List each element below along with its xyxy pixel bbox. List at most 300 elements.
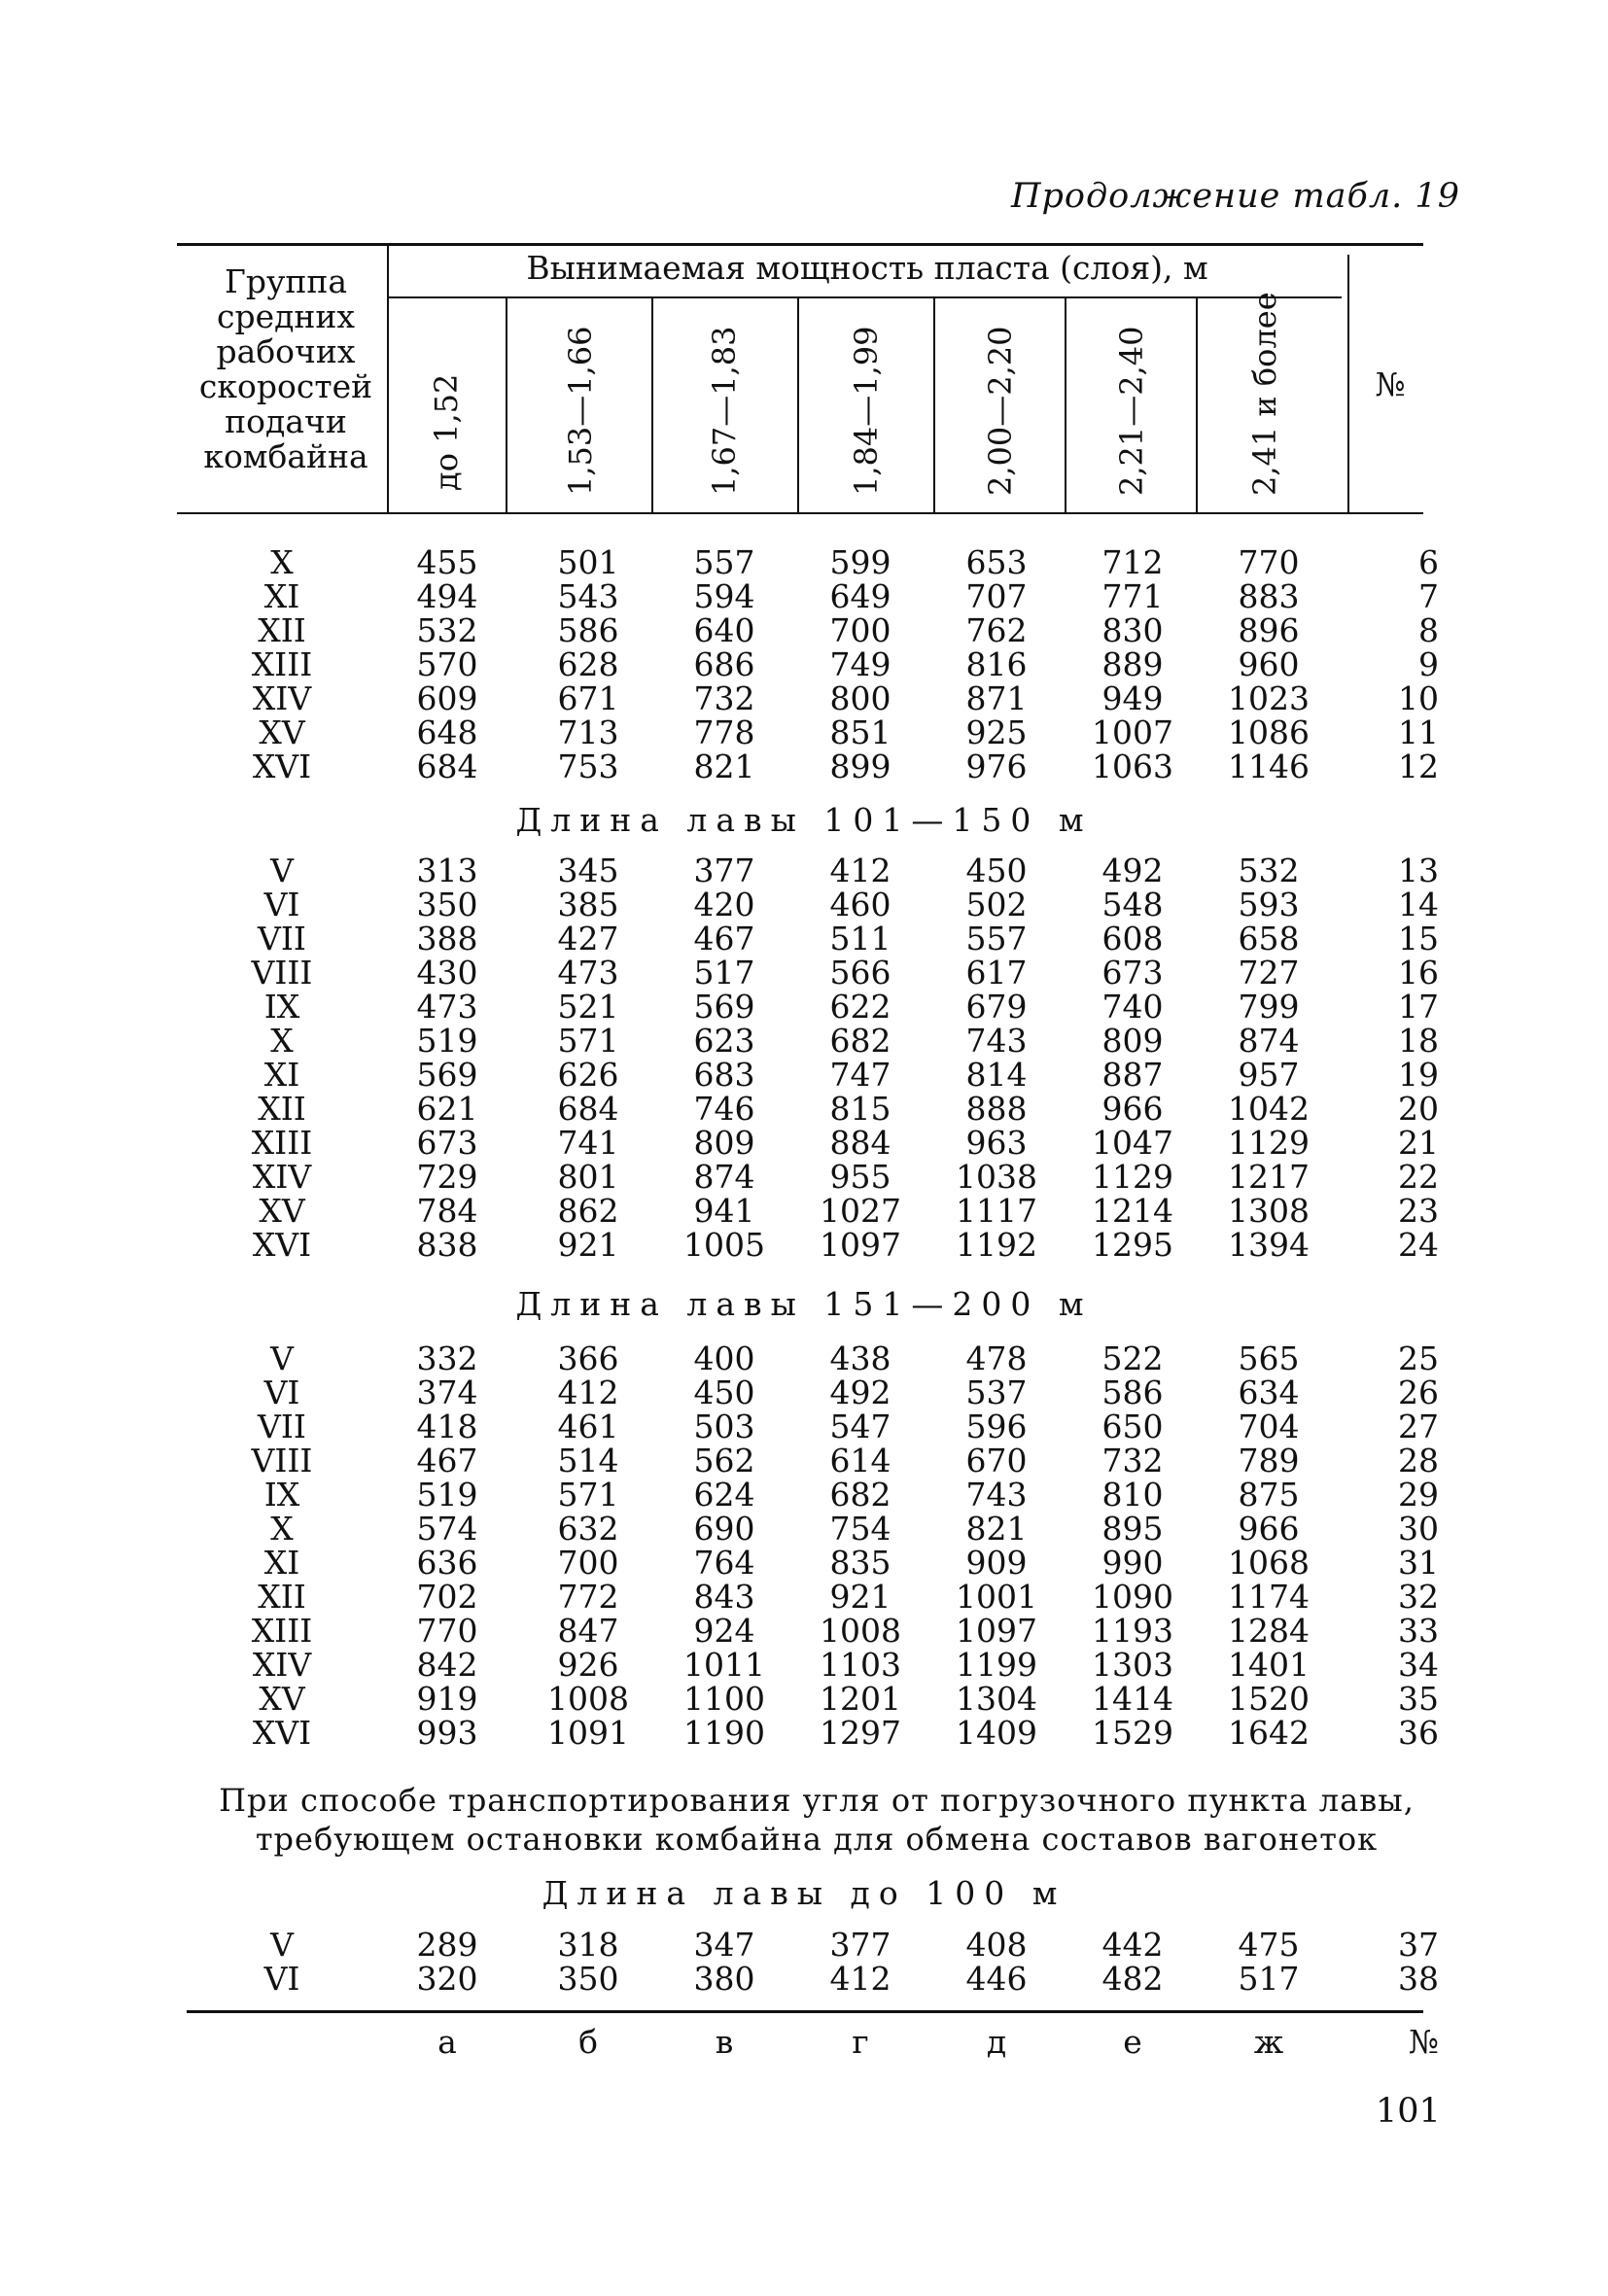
value-cell: 658 — [1238, 920, 1300, 957]
value-cell: 1295 — [1092, 1226, 1173, 1264]
value-cell: 682 — [829, 1476, 891, 1513]
table-row — [0, 1194, 1608, 1229]
value-cell: 851 — [829, 713, 891, 751]
column-letter: а — [437, 2023, 457, 2061]
table-row — [0, 990, 1608, 1025]
value-cell: 438 — [829, 1339, 891, 1377]
group-cell: IX — [263, 988, 300, 1026]
value-cell: 835 — [829, 1544, 891, 1582]
value-cell: 862 — [557, 1192, 619, 1230]
value-cell: 1146 — [1228, 748, 1310, 785]
table-row — [0, 853, 1608, 888]
value-cell: 514 — [557, 1442, 619, 1479]
table-row — [0, 1478, 1608, 1513]
group-cell: XII — [258, 1578, 306, 1616]
table-row — [0, 1648, 1608, 1683]
table-row — [0, 647, 1608, 682]
value-cell: 821 — [965, 1510, 1028, 1548]
value-cell: 921 — [557, 1226, 619, 1264]
value-cell: 1520 — [1228, 1680, 1310, 1718]
value-cell: 713 — [557, 713, 619, 751]
row-number: 13 — [1398, 852, 1439, 889]
value-cell: 743 — [965, 1022, 1028, 1060]
value-cell: 754 — [829, 1510, 891, 1548]
table-row — [0, 1614, 1608, 1649]
group-cell: XIII — [251, 1612, 313, 1650]
value-cell: 682 — [829, 1022, 891, 1060]
value-cell: 586 — [557, 611, 619, 649]
row-number: 23 — [1398, 1192, 1439, 1230]
value-cell: 412 — [829, 852, 891, 889]
value-cell: 743 — [965, 1476, 1028, 1513]
table-row — [0, 1682, 1608, 1717]
value-cell: 673 — [416, 1124, 478, 1162]
value-cell: 707 — [965, 577, 1028, 615]
col-divider — [506, 298, 507, 512]
value-cell: 650 — [1101, 1408, 1164, 1445]
value-cell: 377 — [829, 1926, 891, 1964]
value-cell: 289 — [416, 1926, 478, 1964]
value-cell: 919 — [416, 1680, 478, 1718]
value-cell: 653 — [965, 543, 1028, 581]
value-cell: 809 — [693, 1124, 755, 1162]
value-cell: 926 — [557, 1646, 619, 1684]
value-cell: 617 — [965, 954, 1028, 991]
value-cell: 809 — [1101, 1022, 1164, 1060]
table-row — [0, 922, 1608, 957]
row-number: 6 — [1418, 543, 1439, 581]
table-row — [0, 749, 1608, 784]
value-cell: 418 — [416, 1408, 478, 1445]
value-cell: 482 — [1101, 1960, 1164, 1998]
value-cell: 842 — [416, 1646, 478, 1684]
transport-note-line: требующем остановки комбайна для обмена составов вагонеток — [255, 1821, 1379, 1858]
column-letter: б — [578, 2023, 598, 2061]
table-row — [0, 1962, 1608, 1997]
group-cell: VII — [258, 1408, 306, 1445]
value-cell: 729 — [416, 1158, 478, 1196]
group-cell: XI — [263, 577, 300, 615]
value-cell: 921 — [829, 1578, 891, 1616]
value-cell: 925 — [965, 713, 1028, 751]
value-cell: 574 — [416, 1510, 478, 1548]
section-title: Длина лавы 101—150 м — [515, 801, 1093, 839]
value-cell: 318 — [557, 1926, 619, 1964]
value-cell: 332 — [416, 1339, 478, 1377]
row-number: 32 — [1398, 1578, 1439, 1616]
row-number: 37 — [1398, 1926, 1439, 1964]
value-cell: 460 — [829, 886, 891, 923]
value-cell: 350 — [557, 1960, 619, 1998]
group-cell: XV — [259, 713, 305, 751]
value-cell: 1217 — [1228, 1158, 1310, 1196]
number-column-header: № — [1375, 365, 1406, 403]
row-number: 36 — [1398, 1714, 1439, 1752]
row-number: 9 — [1418, 645, 1439, 683]
value-cell: 966 — [1238, 1510, 1300, 1548]
value-cell: 727 — [1238, 954, 1300, 991]
group-cell: VI — [263, 1374, 300, 1411]
value-cell: 1097 — [820, 1226, 901, 1264]
value-cell: 941 — [693, 1192, 755, 1230]
value-cell: 889 — [1101, 645, 1164, 683]
value-cell: 843 — [693, 1578, 755, 1616]
value-cell: 963 — [965, 1124, 1028, 1162]
value-cell: 492 — [829, 1374, 891, 1411]
value-cell: 450 — [965, 852, 1028, 889]
value-cell: 1129 — [1092, 1158, 1173, 1196]
value-cell: 838 — [416, 1226, 478, 1264]
thickness-col-label: 2,00—2,20 — [982, 326, 1019, 496]
value-cell: 569 — [693, 988, 755, 1026]
table-row — [0, 1716, 1608, 1751]
value-cell: 519 — [416, 1476, 478, 1513]
value-cell: 649 — [829, 577, 891, 615]
group-cell: IX — [263, 1476, 300, 1513]
value-cell: 450 — [693, 1374, 755, 1411]
value-cell: 1001 — [956, 1578, 1037, 1616]
value-cell: 712 — [1101, 543, 1164, 581]
thickness-col-label: 1,67—1,83 — [706, 326, 743, 496]
table-row — [0, 956, 1608, 991]
value-cell: 347 — [693, 1926, 755, 1964]
value-cell: 636 — [416, 1544, 478, 1582]
value-cell: 586 — [1101, 1374, 1164, 1411]
value-cell: 366 — [557, 1339, 619, 1377]
value-cell: 810 — [1101, 1476, 1164, 1513]
value-cell: 673 — [1101, 954, 1164, 991]
value-cell: 871 — [965, 679, 1028, 717]
value-cell: 899 — [829, 748, 891, 785]
value-cell: 772 — [557, 1578, 619, 1616]
table-row — [0, 1024, 1608, 1059]
value-cell: 622 — [829, 988, 891, 1026]
group-cell: XII — [258, 1090, 306, 1128]
group-cell: XIV — [252, 1158, 312, 1196]
value-cell: 377 — [693, 852, 755, 889]
thickness-col-label: до 1,52 — [428, 373, 465, 491]
group-cell: XIII — [251, 645, 313, 683]
value-cell: 374 — [416, 1374, 478, 1411]
value-cell: 1005 — [683, 1226, 765, 1264]
value-cell: 537 — [965, 1374, 1028, 1411]
value-cell: 690 — [693, 1510, 755, 1548]
row-number: 19 — [1398, 1056, 1439, 1094]
value-cell: 815 — [829, 1090, 891, 1128]
value-cell: 1097 — [956, 1612, 1037, 1650]
table-row — [0, 1160, 1608, 1195]
value-cell: 614 — [829, 1442, 891, 1479]
page-number: 101 — [1376, 2092, 1441, 2131]
table-row — [0, 715, 1608, 750]
row-number: 7 — [1418, 577, 1439, 615]
value-cell: 887 — [1101, 1056, 1164, 1094]
value-cell: 909 — [965, 1544, 1028, 1582]
thickness-col-label: 2,21—2,40 — [1113, 326, 1150, 496]
table-row — [0, 613, 1608, 648]
table-row — [0, 1444, 1608, 1478]
value-cell: 770 — [1238, 543, 1300, 581]
value-cell: 467 — [693, 920, 755, 957]
value-cell: 593 — [1238, 886, 1300, 923]
value-cell: 896 — [1238, 611, 1300, 649]
row-number: 21 — [1398, 1124, 1439, 1162]
table-row — [0, 1228, 1608, 1263]
value-cell: 548 — [1101, 886, 1164, 923]
row-number: 20 — [1398, 1090, 1439, 1128]
col-divider — [1347, 255, 1349, 512]
value-cell: 1038 — [956, 1158, 1037, 1196]
value-cell: 684 — [416, 748, 478, 785]
table-row — [0, 1409, 1608, 1444]
table-row — [0, 681, 1608, 716]
group-cell: XVI — [252, 1226, 312, 1264]
value-cell: 467 — [416, 1442, 478, 1479]
value-cell: 1008 — [547, 1680, 629, 1718]
value-cell: 814 — [965, 1056, 1028, 1094]
value-cell: 960 — [1238, 645, 1300, 683]
value-cell: 501 — [557, 543, 619, 581]
section-title: Длина лавы 151—200 м — [515, 1285, 1093, 1323]
continuation-caption: Продолжение табл. 19 — [1011, 177, 1460, 216]
value-cell: 571 — [557, 1476, 619, 1513]
value-cell: 1201 — [820, 1680, 901, 1718]
value-cell: 1011 — [683, 1646, 765, 1684]
value-cell: 420 — [693, 886, 755, 923]
value-cell: 634 — [1238, 1374, 1300, 1411]
value-cell: 1529 — [1092, 1714, 1173, 1752]
value-cell: 570 — [416, 645, 478, 683]
group-cell: XI — [263, 1544, 300, 1582]
value-cell: 511 — [829, 920, 891, 957]
value-cell: 569 — [416, 1056, 478, 1094]
value-cell: 532 — [1238, 852, 1300, 889]
value-cell: 455 — [416, 543, 478, 581]
table-row — [0, 1375, 1608, 1410]
group-cell: XV — [259, 1680, 305, 1718]
table-row — [0, 1546, 1608, 1581]
value-cell: 594 — [693, 577, 755, 615]
row-number: 38 — [1398, 1960, 1439, 1998]
transport-note-line: При способе транспортирования угля от погрузочного пункта лавы, — [219, 1782, 1415, 1819]
value-cell: 801 — [557, 1158, 619, 1196]
table-row — [0, 1092, 1608, 1127]
transport-note — [185, 1781, 1449, 1859]
value-cell: 519 — [416, 1022, 478, 1060]
table-row — [0, 1512, 1608, 1547]
value-cell: 1027 — [820, 1192, 901, 1230]
group-cell: VI — [263, 886, 300, 923]
group-cell: V — [270, 1926, 294, 1964]
group-cell: VI — [263, 1960, 300, 1998]
value-cell: 957 — [1238, 1056, 1300, 1094]
group-cell: XI — [263, 1056, 300, 1094]
group-cell: X — [270, 1022, 294, 1060]
value-cell: 557 — [693, 543, 755, 581]
value-cell: 442 — [1101, 1926, 1164, 1964]
value-cell: 732 — [1101, 1442, 1164, 1479]
value-cell: 522 — [1101, 1339, 1164, 1377]
value-cell: 503 — [693, 1408, 755, 1445]
group-cell: VIII — [251, 1442, 313, 1479]
value-cell: 1129 — [1228, 1124, 1310, 1162]
row-number: 28 — [1398, 1442, 1439, 1479]
value-cell: 624 — [693, 1476, 755, 1513]
value-cell: 700 — [829, 611, 891, 649]
value-cell: 350 — [416, 886, 478, 923]
value-cell: 599 — [829, 543, 891, 581]
value-cell: 993 — [416, 1714, 478, 1752]
value-cell: 799 — [1238, 988, 1300, 1026]
value-cell: 883 — [1238, 577, 1300, 615]
row-number: 8 — [1418, 611, 1439, 649]
value-cell: 966 — [1101, 1090, 1164, 1128]
value-cell: 478 — [965, 1339, 1028, 1377]
thickness-col-label: 2,41 и более — [1246, 292, 1283, 496]
value-cell: 976 — [965, 748, 1028, 785]
group-cell: XII — [258, 611, 306, 649]
value-cell: 430 — [416, 954, 478, 991]
section-title: Длина лавы до 100 м — [542, 1874, 1066, 1912]
value-cell: 874 — [1238, 1022, 1300, 1060]
value-cell: 784 — [416, 1192, 478, 1230]
value-cell: 446 — [965, 1960, 1028, 1998]
col-divider — [797, 298, 799, 512]
value-cell: 686 — [693, 645, 755, 683]
value-cell: 1047 — [1092, 1124, 1173, 1162]
thickness-col-label: 1,84—1,99 — [848, 326, 885, 496]
value-cell: 609 — [416, 679, 478, 717]
column-letter: № — [1408, 2023, 1439, 2061]
group-cell: XVI — [252, 1714, 312, 1752]
value-cell: 388 — [416, 920, 478, 957]
value-cell: 1193 — [1092, 1612, 1173, 1650]
value-cell: 778 — [693, 713, 755, 751]
value-cell: 632 — [557, 1510, 619, 1548]
value-cell: 770 — [416, 1612, 478, 1650]
row-number: 11 — [1398, 713, 1439, 751]
column-letter: ж — [1253, 2023, 1284, 2061]
value-cell: 1284 — [1228, 1612, 1310, 1650]
value-cell: 412 — [829, 1960, 891, 1998]
value-cell: 740 — [1101, 988, 1164, 1026]
value-cell: 875 — [1238, 1476, 1300, 1513]
value-cell: 532 — [416, 611, 478, 649]
value-cell: 608 — [1101, 920, 1164, 957]
value-cell: 684 — [557, 1090, 619, 1128]
table-row — [0, 1580, 1608, 1615]
value-cell: 412 — [557, 1374, 619, 1411]
thickness-underline — [389, 296, 1342, 298]
col-divider — [651, 298, 653, 512]
value-cell: 1008 — [820, 1612, 901, 1650]
value-cell: 320 — [416, 1960, 478, 1998]
value-cell: 521 — [557, 988, 619, 1026]
col-divider — [1196, 298, 1198, 512]
row-number: 14 — [1398, 886, 1439, 923]
value-cell: 1303 — [1092, 1646, 1173, 1684]
value-cell: 816 — [965, 645, 1028, 683]
value-cell: 1117 — [956, 1192, 1037, 1230]
row-number: 18 — [1398, 1022, 1439, 1060]
value-cell: 762 — [965, 611, 1028, 649]
value-cell: 427 — [557, 920, 619, 957]
value-cell: 1642 — [1228, 1714, 1310, 1752]
value-cell: 473 — [557, 954, 619, 991]
value-cell: 640 — [693, 611, 755, 649]
col-divider — [1065, 298, 1066, 512]
thickness-header: Вынимаемая мощность пласта (слоя), м — [526, 249, 1208, 287]
value-cell: 990 — [1101, 1544, 1164, 1582]
group-cell: V — [270, 1339, 294, 1377]
value-cell: 596 — [965, 1408, 1028, 1445]
value-cell: 1086 — [1228, 713, 1310, 751]
group-cell: X — [270, 1510, 294, 1548]
bottom-rule — [187, 2010, 1423, 2013]
value-cell: 502 — [965, 886, 1028, 923]
footer-row — [0, 2025, 1608, 2060]
value-cell: 1091 — [547, 1714, 629, 1752]
value-cell: 475 — [1238, 1926, 1300, 1964]
col-divider — [387, 245, 389, 512]
value-cell: 741 — [557, 1124, 619, 1162]
value-cell: 1304 — [956, 1680, 1037, 1718]
value-cell: 771 — [1101, 577, 1164, 615]
value-cell: 746 — [693, 1090, 755, 1128]
value-cell: 571 — [557, 1022, 619, 1060]
value-cell: 1007 — [1092, 713, 1173, 751]
group-cell: XVI — [252, 748, 312, 785]
value-cell: 626 — [557, 1056, 619, 1094]
value-cell: 494 — [416, 577, 478, 615]
group-cell: XV — [259, 1192, 305, 1230]
value-cell: 1394 — [1228, 1226, 1310, 1264]
value-cell: 648 — [416, 713, 478, 751]
row-number: 29 — [1398, 1476, 1439, 1513]
column-letter: в — [715, 2023, 734, 2061]
value-cell: 1063 — [1092, 748, 1173, 785]
value-cell: 408 — [965, 1926, 1028, 1964]
value-cell: 1401 — [1228, 1646, 1310, 1684]
value-cell: 1023 — [1228, 679, 1310, 717]
value-cell: 749 — [829, 645, 891, 683]
row-number: 25 — [1398, 1339, 1439, 1377]
row-number: 10 — [1398, 679, 1439, 717]
value-cell: 764 — [693, 1544, 755, 1582]
group-cell: VII — [258, 920, 306, 957]
row-number: 17 — [1398, 988, 1439, 1026]
table-row — [0, 1058, 1608, 1093]
value-cell: 400 — [693, 1339, 755, 1377]
value-cell: 1214 — [1092, 1192, 1173, 1230]
value-cell: 924 — [693, 1612, 755, 1650]
value-cell: 895 — [1101, 1510, 1164, 1548]
value-cell: 1414 — [1092, 1680, 1173, 1718]
column-letter: е — [1123, 2023, 1142, 2061]
row-number: 26 — [1398, 1374, 1439, 1411]
row-number: 27 — [1398, 1408, 1439, 1445]
value-cell: 683 — [693, 1056, 755, 1094]
value-cell: 623 — [693, 1022, 755, 1060]
value-cell: 800 — [829, 679, 891, 717]
value-cell: 702 — [416, 1578, 478, 1616]
value-cell: 313 — [416, 852, 478, 889]
value-cell: 473 — [416, 988, 478, 1026]
row-number: 22 — [1398, 1158, 1439, 1196]
value-cell: 1409 — [956, 1714, 1037, 1752]
row-number: 35 — [1398, 1680, 1439, 1718]
row-number: 12 — [1398, 748, 1439, 785]
